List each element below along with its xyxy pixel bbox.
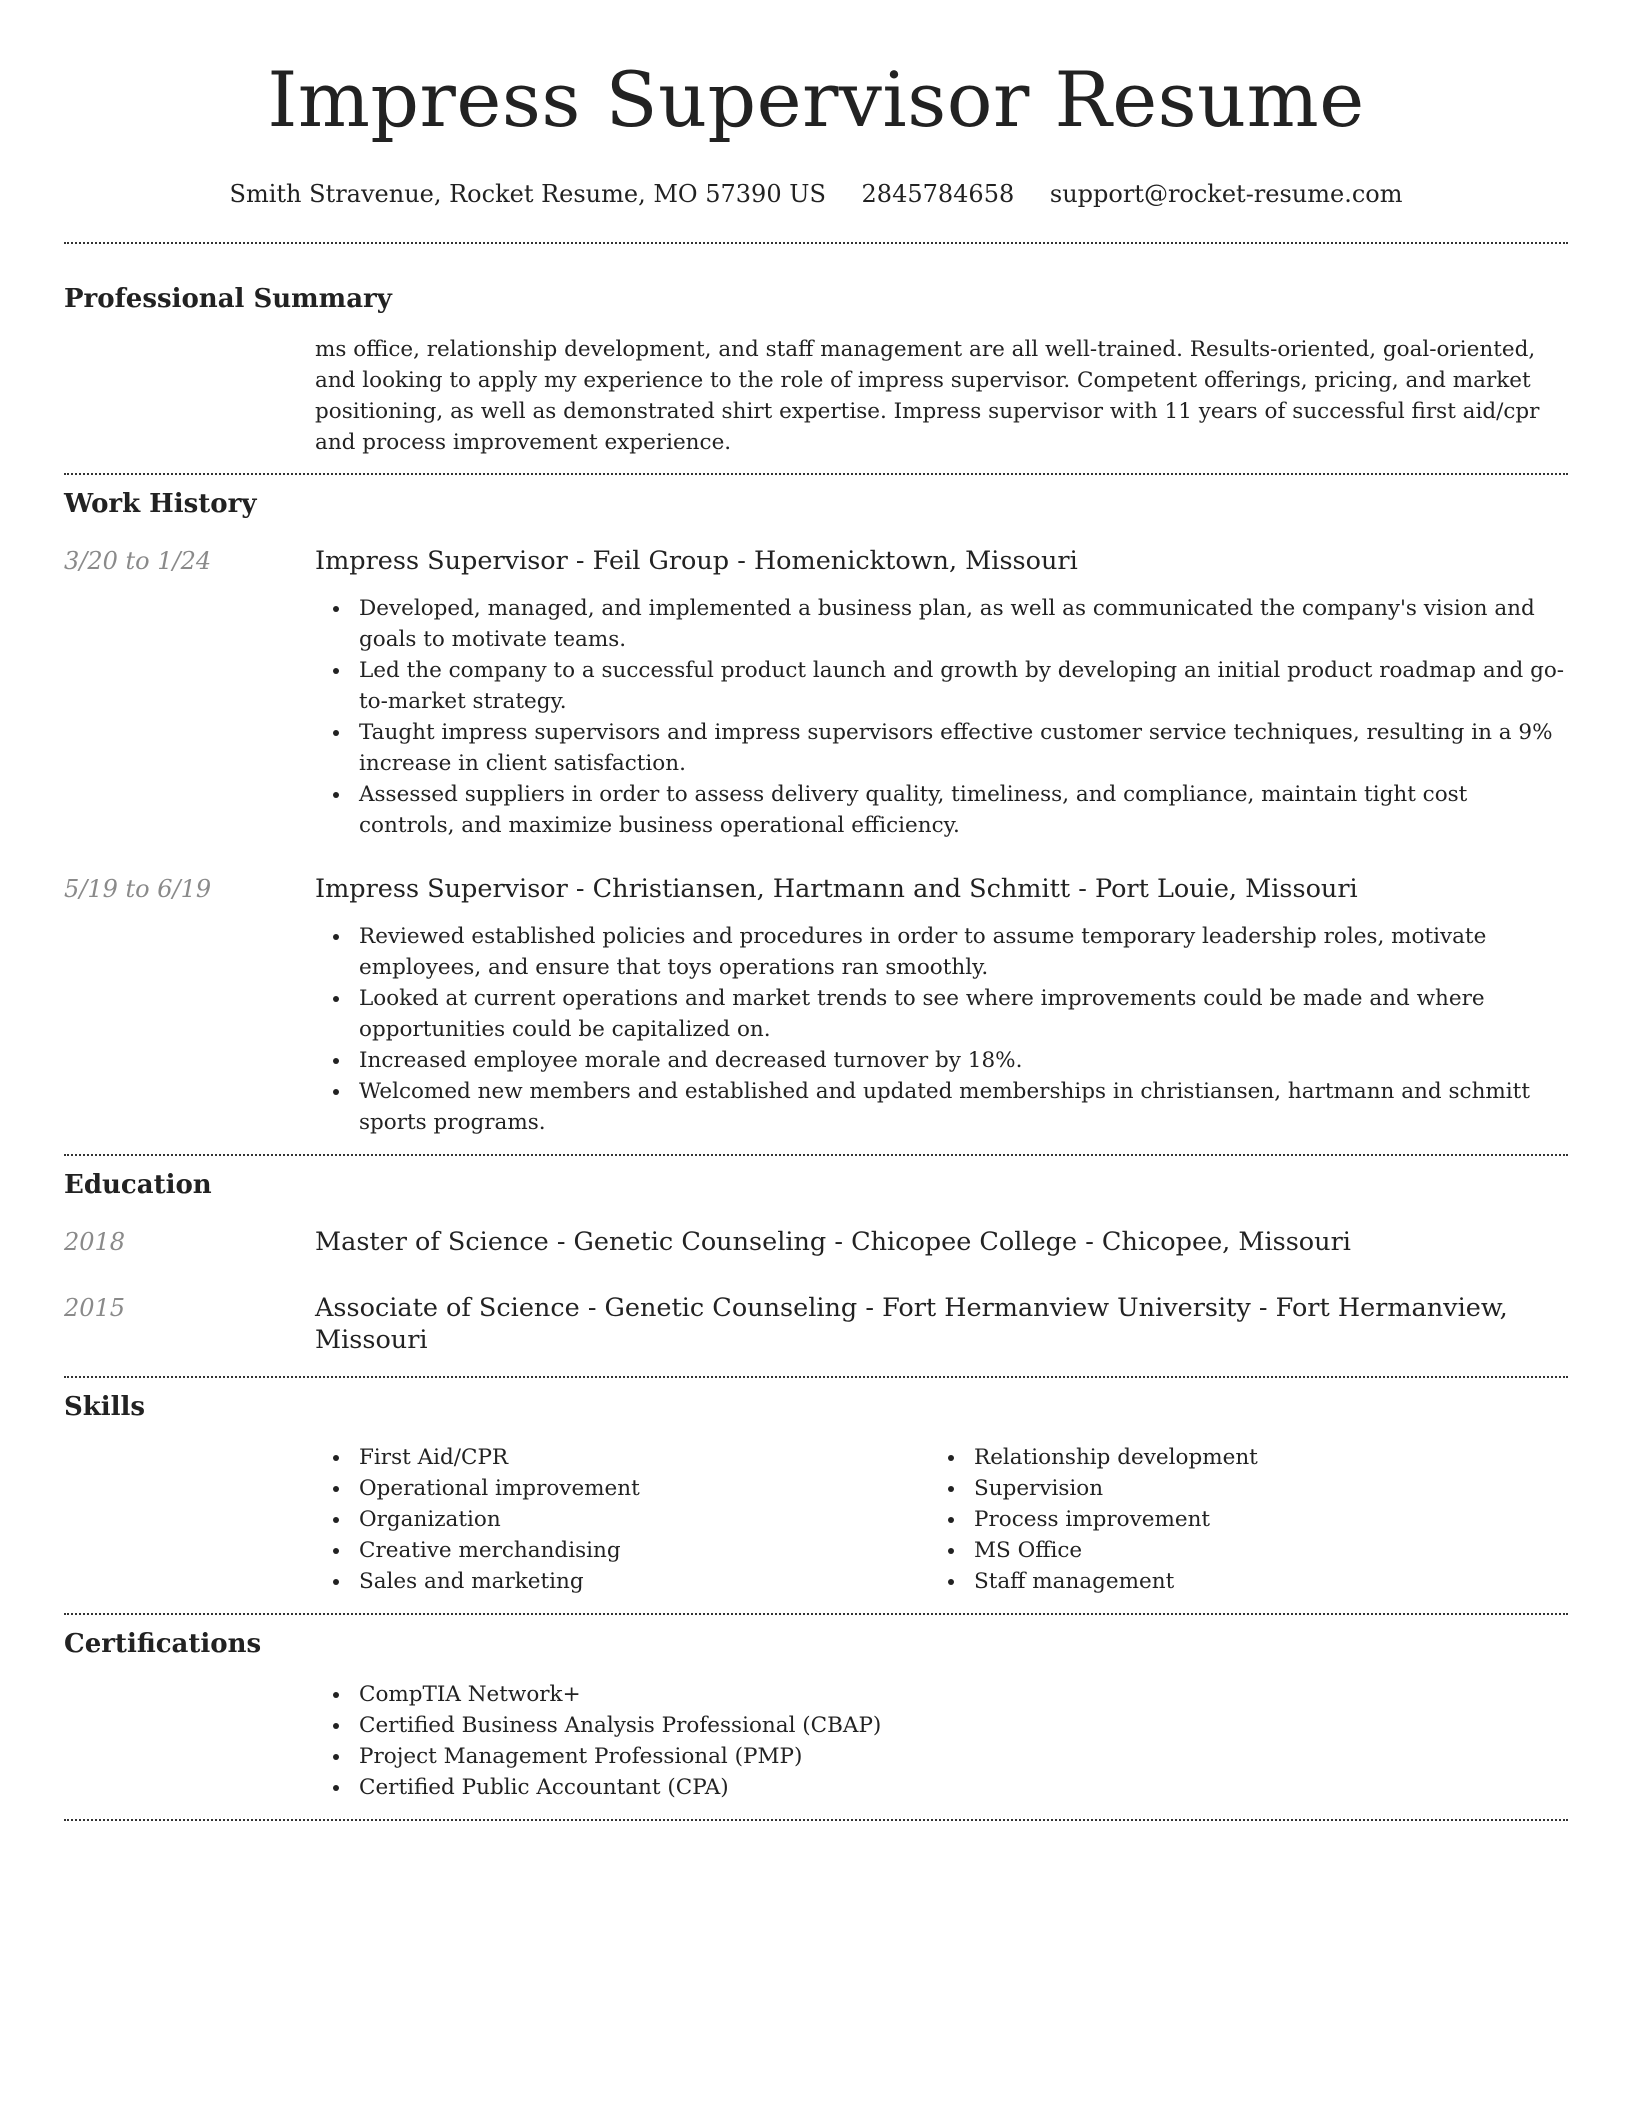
education-heading: Education bbox=[64, 1170, 212, 1200]
skills-spacer bbox=[64, 1442, 315, 1597]
job-bullet: Assessed suppliers in order to assess delivery quality, timeliness, and compliance, maintain tight cost controls, and maximize business operational efficiency. bbox=[315, 779, 1568, 841]
summary-spacer bbox=[64, 334, 315, 458]
divider bbox=[64, 1376, 1568, 1378]
certifications-list bbox=[315, 1679, 1568, 1803]
education-entry bbox=[64, 1226, 1568, 1258]
skills-list-left bbox=[315, 1442, 930, 1597]
job-dates: 3/20 to 1/24 bbox=[64, 547, 212, 575]
work-history-section bbox=[64, 487, 1568, 1138]
job-bullet: Taught impress supervisors and impress supervisors effective customer service techniques, resulting in a 9% increase in client satisfaction. bbox=[315, 717, 1568, 779]
job-bullets bbox=[315, 593, 1568, 841]
skill-item: Supervision bbox=[930, 1473, 1545, 1504]
education-entry bbox=[64, 1292, 1568, 1356]
skill-item: Sales and marketing bbox=[315, 1566, 930, 1597]
skill-item: Operational improvement bbox=[315, 1473, 930, 1504]
job-entry bbox=[64, 873, 1568, 1138]
summary-heading: Professional Summary bbox=[64, 284, 392, 314]
education-section bbox=[64, 1168, 1568, 1356]
work-history-heading: Work History bbox=[64, 489, 257, 519]
divider bbox=[64, 242, 1568, 244]
education-degree: Associate of Science - Genetic Counseling - Fort Hermanview University - Fort Hermanview, Missouri bbox=[315, 1293, 1508, 1355]
education-year: 2018 bbox=[64, 1228, 126, 1256]
contact-email: support@rocket-resume.com bbox=[1049, 180, 1403, 208]
certification-item: Project Management Professional (PMP) bbox=[315, 1741, 1568, 1772]
skills-grid bbox=[315, 1442, 1568, 1597]
certification-item: Certified Business Analysis Professional (CBAP) bbox=[315, 1710, 1568, 1741]
skill-item: Staff management bbox=[930, 1566, 1545, 1597]
education-year: 2015 bbox=[64, 1294, 126, 1322]
divider bbox=[64, 1613, 1568, 1615]
skills-heading: Skills bbox=[64, 1392, 146, 1422]
skill-item: First Aid/CPR bbox=[315, 1442, 930, 1473]
skill-item: Process improvement bbox=[930, 1504, 1545, 1535]
skill-item: MS Office bbox=[930, 1535, 1545, 1566]
job-bullet: Looked at current operations and market trends to see where improvements could be made and where opportunities could be capitalized on. bbox=[315, 983, 1568, 1045]
job-bullet: Increased employee morale and decreased turnover by 18%. bbox=[315, 1045, 1568, 1076]
job-entry bbox=[64, 545, 1568, 841]
summary-text: ms office, relationship development, and staff management are all well-trained. Results-oriented, goal-oriented, and looking to apply my experience to the role of impress supervisor. Competent offerings, pricing, and market positioning, as well as demonstrated shirt expertise. Impress supervisor with 11 years of successful first aid/cpr and process improvement experience. bbox=[315, 337, 1540, 455]
certifications-heading: Certifications bbox=[64, 1629, 262, 1659]
certifications-spacer bbox=[64, 1679, 315, 1803]
job-bullet: Welcomed new members and established and updated memberships in christiansen, hartmann and schmitt sports programs. bbox=[315, 1076, 1568, 1138]
skill-item: Creative merchandising bbox=[315, 1535, 930, 1566]
certifications-section bbox=[64, 1627, 1568, 1803]
job-bullet: Developed, managed, and implemented a business plan, as well as communicated the company's vision and goals to motivate teams. bbox=[315, 593, 1568, 655]
summary-section bbox=[64, 282, 1568, 458]
skill-item: Relationship development bbox=[930, 1442, 1545, 1473]
job-dates: 5/19 to 6/19 bbox=[64, 875, 212, 903]
job-title: Impress Supervisor - Christiansen, Hartmann and Schmitt - Port Louie, Missouri bbox=[315, 874, 1358, 904]
job-title: Impress Supervisor - Feil Group - Homenicktown, Missouri bbox=[315, 546, 1078, 576]
job-bullets bbox=[315, 921, 1568, 1138]
divider bbox=[64, 473, 1568, 475]
job-bullet: Reviewed established policies and procedures in order to assume temporary leadership roles, motivate employees, and ensure that toys operations ran smoothly. bbox=[315, 921, 1568, 983]
education-degree: Master of Science - Genetic Counseling - Chicopee College - Chicopee, Missouri bbox=[315, 1227, 1351, 1257]
skill-item: Organization bbox=[315, 1504, 930, 1535]
certification-item: Certified Public Accountant (CPA) bbox=[315, 1772, 1568, 1803]
resume-title: Impress Supervisor Resume bbox=[267, 55, 1365, 144]
contact-phone: 2845784658 bbox=[861, 180, 1015, 208]
certification-item: CompTIA Network+ bbox=[315, 1679, 1568, 1710]
divider bbox=[64, 1154, 1568, 1156]
divider bbox=[64, 1819, 1568, 1821]
resume-page bbox=[64, 0, 1568, 1821]
skills-list-right bbox=[930, 1442, 1545, 1597]
contact-address: Smith Stravenue, Rocket Resume, MO 57390 US bbox=[229, 180, 826, 208]
contact-line bbox=[64, 178, 1568, 210]
job-bullet: Led the company to a successful product launch and growth by developing an initial product roadmap and go-to-market strategy. bbox=[315, 655, 1568, 717]
skills-section bbox=[64, 1390, 1568, 1597]
